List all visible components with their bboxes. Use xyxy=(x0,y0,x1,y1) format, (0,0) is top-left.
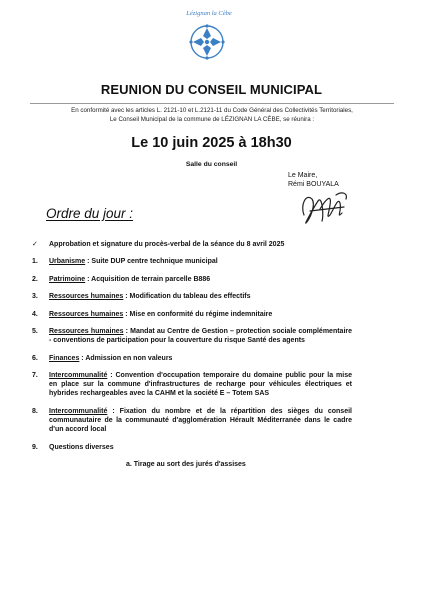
list-item-marker: ✓ xyxy=(32,241,38,248)
signatory-role: Le Maire, xyxy=(288,172,318,179)
list-item xyxy=(32,240,352,249)
list-item xyxy=(32,292,352,301)
list-item-marker: 6. xyxy=(32,354,38,362)
list-item xyxy=(32,443,352,452)
agenda-subitem: a. Tirage au sort des jurés d'assises xyxy=(126,461,246,468)
list-item-marker: 8. xyxy=(32,407,38,415)
meeting-date: Le 10 juin 2025 à 18h30 xyxy=(131,135,292,151)
list-item-text xyxy=(49,327,352,345)
list-item xyxy=(32,275,352,284)
list-item-description: : Suite DUP centre technique municipal xyxy=(85,258,218,266)
list-item xyxy=(32,354,352,363)
list-item-heading: Urbanisme xyxy=(49,258,86,266)
title-divider xyxy=(30,103,394,104)
list-item-description: Questions diverses xyxy=(49,443,114,451)
list-item-text xyxy=(49,443,352,452)
list-item-marker: 4. xyxy=(32,310,38,318)
agenda-list xyxy=(32,240,352,460)
list-item xyxy=(32,257,352,266)
handwritten-signature xyxy=(296,185,354,227)
list-item-text xyxy=(49,257,352,266)
intro-line-1: En conformité avec les articles L. 2121-10 et L.2121-11 du Code Général des Collectivités Territoriales, xyxy=(71,107,353,114)
signatory-name: Rémi BOUYALA xyxy=(288,181,339,189)
list-item-text xyxy=(49,371,352,399)
list-item-marker: 1. xyxy=(32,258,38,266)
list-item-description: : Fixation du nombre et de la répartition des sièges du conseil communautaire de la communauté d'agglomération Hérault Méditerranée dans le cadre d'un accord local xyxy=(49,407,352,434)
list-item-heading: Ressources humaines xyxy=(49,293,124,301)
list-item-marker: 5. xyxy=(32,327,38,335)
list-item-description: : Modification du tableau des effectifs xyxy=(123,293,251,301)
list-item-heading: Ressources humaines xyxy=(49,327,124,335)
list-item-text xyxy=(49,407,352,435)
list-item xyxy=(32,310,352,319)
list-item-marker: 2. xyxy=(32,275,38,283)
list-item-heading: Intercommunalité xyxy=(49,407,108,415)
list-item-heading: Patrimoine xyxy=(49,275,86,283)
list-item xyxy=(32,371,352,399)
list-item-text xyxy=(49,240,352,249)
list-item-heading: Ressources humaines xyxy=(49,310,124,318)
list-item-text xyxy=(49,292,352,301)
intro-line-2: Le Conseil Municipal de la commune de LÉZIGNAN LA CÈBE, se réunira : xyxy=(109,115,315,123)
list-item xyxy=(32,407,352,435)
list-item xyxy=(32,327,352,345)
list-item-description: Approbation et signature du procès-verbal de la séance du 8 avril 2025 xyxy=(49,241,285,248)
list-item-description: : Admission en non valeurs xyxy=(79,354,173,362)
list-item-description: : Acquisition de terrain parcelle B886 xyxy=(85,275,211,283)
list-item-description: : Mandat au Centre de Gestion – protection sociale complémentaire - conventions de participation pour la couverture du risque Santé des agents xyxy=(49,327,353,345)
logo-text: Lézignan la Cèbe xyxy=(186,10,232,17)
document-title: REUNION DU CONSEIL MUNICIPAL xyxy=(100,82,323,97)
list-item-text xyxy=(49,310,352,319)
list-item-description: : Mise en conformité du régime indemnitaire xyxy=(123,310,273,318)
meeting-location: Salle du conseil xyxy=(185,161,238,168)
list-item-heading: Intercommunalité xyxy=(49,371,108,379)
list-item-marker: 7. xyxy=(32,371,38,379)
list-item-heading: Finances xyxy=(49,354,80,362)
agenda-title: Ordre du jour : xyxy=(46,206,134,221)
list-item-marker: 3. xyxy=(32,293,38,301)
occitan-cross-icon xyxy=(181,6,233,62)
list-item-description: : Convention d'occupation temporaire du domaine public pour la mise en place sur la commune d'infrastructures de recharge pour véhicules électriques et hybrides rechargeables avec la CAHM et la société E – Totem SAS xyxy=(49,371,352,398)
intro-text xyxy=(20,107,404,124)
list-item-text xyxy=(49,354,352,363)
list-item-text xyxy=(49,275,352,284)
list-item-marker: 9. xyxy=(32,443,38,451)
